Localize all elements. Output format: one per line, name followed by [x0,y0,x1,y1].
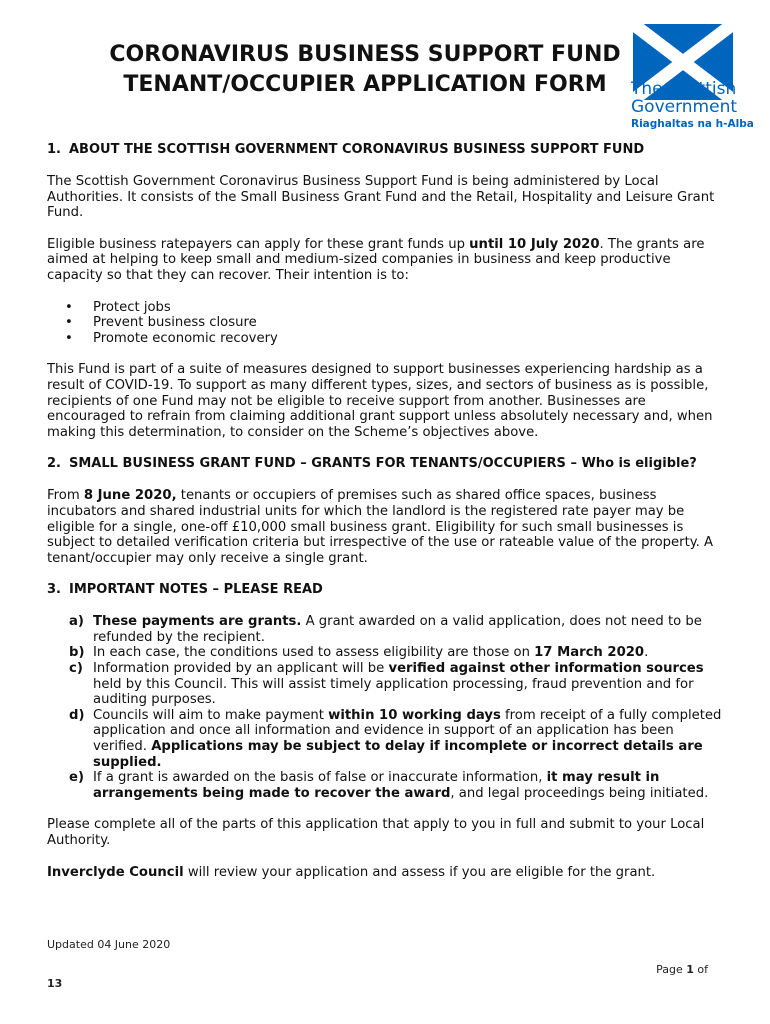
section-1-heading [47,142,723,158]
section-title: IMPORTANT NOTES – PLEASE READ [69,582,323,598]
section-1-paragraph-1: The Scottish Government Coronavirus Business Support Fund is being administered by Local Authorities. It consists of the Small Business Grant Fund and the Retail, Hospitality and Leisure Grant Fund. [47,174,715,221]
list-item: • Prevent business closure [65,315,257,331]
objectives-list [47,300,723,347]
logo-text-line-2: Government [631,97,738,117]
list-item: • Promote economic recovery [65,330,278,346]
section-1-paragraph-3: This Fund is part of a suite of measures designed to support businesses experiencing hardship as a result of COVID-19. To support as many different types, sizes, and sectors of business as is possible, recipients of one Fund may not be eligible to receive support from another. Businesses are encouraged to refrain from claiming additional grant support unless absolutely necessary and, when making this determination, to consider on the Scheme’s objectives above. [47,362,713,440]
closing-paragraph-2: Inverclyde Council will review your application and assess if you are eligible for the grant. [47,864,656,880]
page-title [100,40,630,100]
scottish-government-logo [625,20,770,130]
logo-text-line-3: Riaghaltas na h-Alba [631,118,754,130]
section-1-paragraph-2: Eligible business ratepayers can apply for these grant funds up until 10 July 2020. The grants are aimed at helping to keep small and medium-sized companies in business and keep productive capacity so that they can recover. Their intention is to: [47,236,705,283]
section-number: 1. [47,142,61,157]
section-3-heading [47,582,723,598]
list-item: b) In each case, the conditions used to assess eligibility are those on 17 March 2020. [69,645,649,661]
section-number: 3. [47,582,61,598]
title-line-2: TENANT/OCCUPIER APPLICATION FORM [123,72,607,97]
closing-paragraph-1: Please complete all of the parts of this application that apply to you in full and submit to your Local Authority. [47,817,705,848]
list-item: e) If a grant is awarded on the basis of false or inaccurate information, it may result in arrangements being made to recover the award, and legal proceedings being initiated. [69,770,709,801]
notes-list [47,614,723,801]
list-item: c) Information provided by an applicant will be verified against other information sources held by this Council. This will assist timely application processing, fraud prevention and for auditing purposes. [69,661,704,708]
list-item: • Protect jobs [65,299,171,315]
list-item: a) These payments are grants. A grant awarded on a valid application, does not need to be refunded by the recipient. [69,614,702,645]
document-body [47,142,723,880]
section-2-paragraph: From 8 June 2020, tenants or occupiers of premises such as shared office spaces, business incubators and shared industrial units for which the landlord is the registered rate payer may be eligible for a single, one-off £10,000 small business grant. Eligibility for such small businesses is subject to detailed verification criteria but irrespective of the use or rateable value of the property. A tenant/occupier may only receive a single grant. [47,488,714,566]
section-title: ABOUT THE SCOTTISH GOVERNMENT CORONAVIRUS BUSINESS SUPPORT FUND [69,142,645,157]
updated-date: Updated 04 June 2020 [47,938,171,951]
section-2-heading [47,456,723,472]
logo-text-line-1: The Scottish [631,79,737,99]
title-line-1: CORONAVIRUS BUSINESS SUPPORT FUND [109,42,621,67]
deadline-text: until 10 July 2020 [469,236,600,252]
list-item: d) Councils will aim to make payment within 10 working days from receipt of a fully completed application and once all information and evidence in support of an application has been verified. Applications may be subject to delay if incomplete or incorrect details are supplied. [69,707,722,770]
page-indicator: Page 1 of [656,963,708,976]
council-name: Inverclyde Council [47,864,184,880]
total-pages: 13 [47,977,63,990]
section-title: SMALL BUSINESS GRANT FUND – GRANTS FOR TENANTS/OCCUPIERS – Who is eligible? [69,456,697,472]
section-number: 2. [47,456,61,472]
